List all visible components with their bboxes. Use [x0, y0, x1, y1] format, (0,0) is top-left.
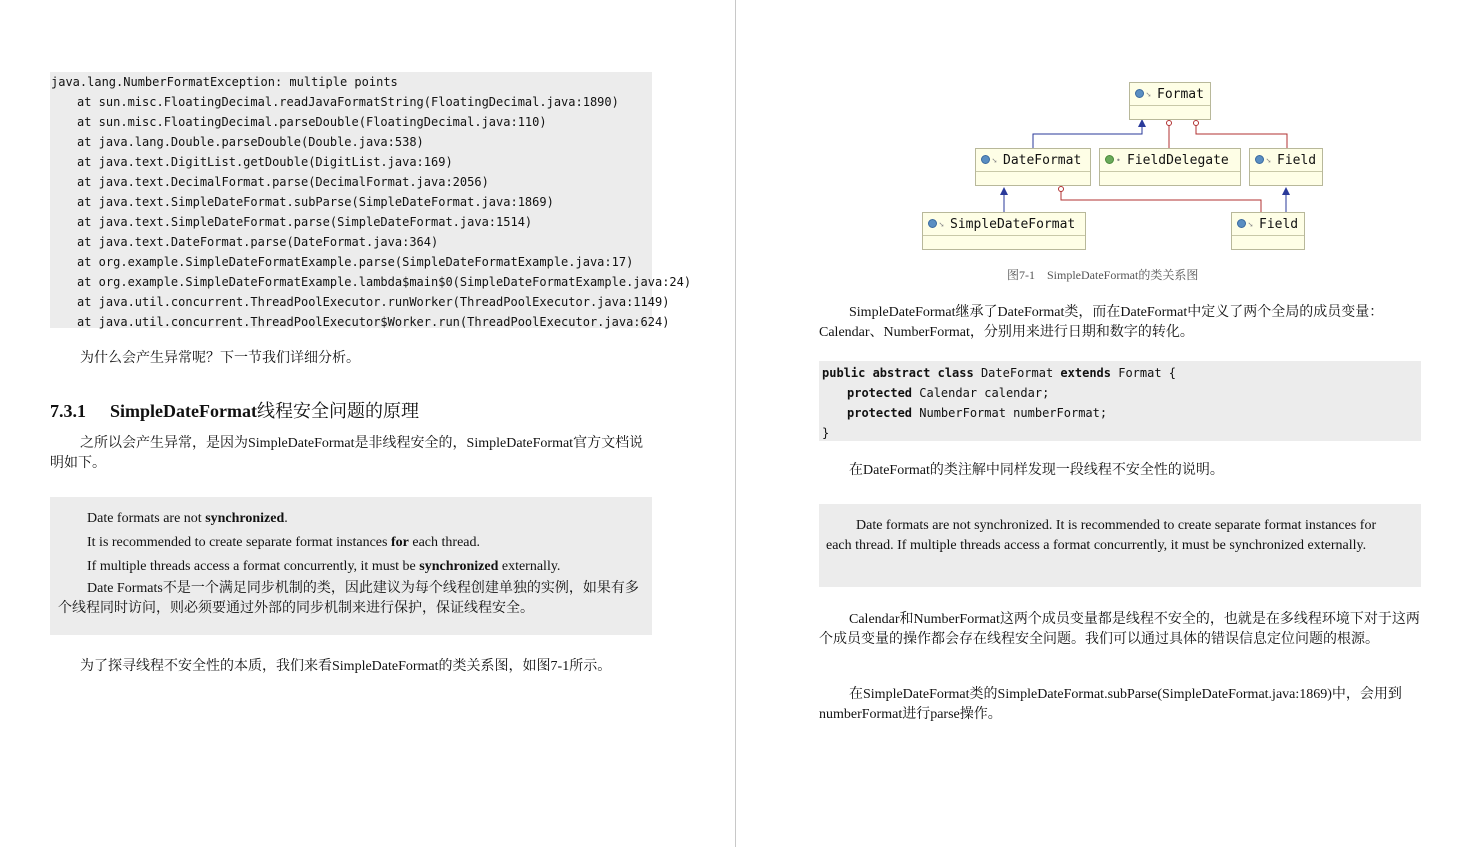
code-line-3: protected NumberFormat numberFormat; — [847, 406, 1108, 420]
stack-trace-line: at java.text.DateFormat.parse(DateFormat.java:364) — [77, 235, 439, 249]
paragraph-reason: 之所以会产生异常，是因为SimpleDateFormat是非线程安全的，SimpleDateFormat官方文档说明如下。 — [50, 436, 644, 471]
javadoc-quote-text: Date formats are not synchronized. It is recommended to create separate format instances for each thread. If multiple threads access a format concurrently, it must be synchronized externally. — [826, 518, 1377, 553]
section-title-en: SimpleDateFormat — [110, 401, 257, 421]
paragraph-subparse: 在SimpleDateFormat类的SimpleDateFormat.subParse(SimpleDateFormat.java:1869)中，会用到numberFormat进行parse操作。 — [819, 687, 1402, 722]
section-title-cn: 线程安全问题的原理 — [256, 401, 419, 421]
figure-caption: 图7-1 SimpleDateFormat的类关系图 — [1007, 268, 1199, 282]
code-line-4: } — [822, 426, 830, 440]
stack-trace-line: at org.example.SimpleDateFormatExample.lambda$main$0(SimpleDateFormatExample.java:24) — [77, 275, 692, 289]
stack-trace-line: at java.text.DigitList.getDouble(DigitList.java:169) — [77, 155, 453, 169]
class-icon — [1237, 219, 1246, 228]
stack-trace-line: at java.util.concurrent.ThreadPoolExecutor$Worker.run(ThreadPoolExecutor.java:624) — [77, 315, 670, 329]
quote-line-3: If multiple threads access a format concurrently, it must be synchronized externally. — [87, 559, 561, 574]
uml-class-field-bottom: ➘ Field — [1231, 212, 1305, 250]
paragraph-class-comment: 在DateFormat的类注解中同样发现一段线程不安全性的说明。 — [849, 463, 1224, 478]
javadoc-quote — [819, 504, 1421, 587]
stack-trace-line: at org.example.SimpleDateFormatExample.parse(SimpleDateFormatExample.java:17) — [77, 255, 634, 269]
visibility-icon: ➘ — [992, 156, 997, 165]
visibility-icon: ➘ — [1146, 90, 1151, 99]
visibility-icon: ➘ — [939, 220, 944, 229]
section-heading — [50, 397, 650, 423]
stack-trace-line: at sun.misc.FloatingDecimal.readJavaFormatString(FloatingDecimal.java:1890) — [77, 95, 619, 109]
uml-class-format: ➘ Format — [1129, 82, 1211, 120]
uml-class-simpledateformat: ➘ SimpleDateFormat — [922, 212, 1086, 250]
code-line-2: protected Calendar calendar; — [847, 386, 1050, 400]
paragraph-explore: 为了探寻线程不安全性的本质，我们来看SimpleDateFormat的类关系图，如图7-1所示。 — [80, 659, 612, 674]
uml-interface-fielddelegate: • FieldDelegate — [1099, 148, 1241, 186]
class-diagram — [917, 78, 1337, 258]
visibility-icon: ➘ — [1266, 156, 1271, 165]
paragraph-members: Calendar和NumberFormat这两个成员变量都是线程不安全的，也就是在多线程环境下对于这两个成员变量的操作都会存在线程安全问题。我们可以通过具体的错误信息定位问题的根源。 — [819, 612, 1420, 647]
quote-translation: Date Formats不是一个满足同步机制的类，因此建议为每个线程创建单独的实例，如果有多个线程同时访问，则必须要通过外部的同步机制来进行保护，保证线程安全。 — [58, 581, 639, 616]
visibility-icon: ➘ — [1248, 220, 1253, 229]
interface-icon — [1105, 155, 1114, 164]
code-line-1: public abstract class DateFormat extends Format { — [822, 366, 1177, 380]
class-icon — [1135, 89, 1144, 98]
stack-trace-line: at java.text.SimpleDateFormat.parse(SimpleDateFormat.java:1514) — [77, 215, 533, 229]
stack-trace-line: at sun.misc.FloatingDecimal.parseDouble(FloatingDecimal.java:110) — [77, 115, 547, 129]
section-number: 7.3.1 — [50, 401, 86, 421]
stack-trace-line: java.lang.NumberFormatException: multiple points — [51, 75, 398, 89]
stack-trace-line: at java.text.DecimalFormat.parse(DecimalFormat.java:2056) — [77, 175, 489, 189]
class-icon — [928, 219, 937, 228]
quote-line-2: It is recommended to create separate format instances for each thread. — [87, 535, 480, 550]
page-divider — [735, 0, 736, 847]
class-icon — [981, 155, 990, 164]
class-icon — [1255, 155, 1264, 164]
uml-class-dateformat: ➘ DateFormat — [975, 148, 1091, 186]
stack-trace-line: at java.lang.Double.parseDouble(Double.java:538) — [77, 135, 424, 149]
left-page — [0, 0, 735, 847]
stack-trace-line: at java.text.SimpleDateFormat.subParse(SimpleDateFormat.java:1869) — [77, 195, 554, 209]
uml-class-field-top: ➘ Field — [1249, 148, 1323, 186]
quote-line-1: Date formats are not synchronized. — [87, 511, 288, 526]
official-doc-quote — [50, 497, 652, 635]
stack-trace-block — [50, 72, 692, 329]
visibility-icon: • — [1116, 156, 1121, 165]
paragraph-why-exception: 为什么会产生异常呢？下一节我们详细分析。 — [80, 351, 360, 366]
dateformat-code-block — [819, 361, 1421, 441]
stack-trace-line: at java.util.concurrent.ThreadPoolExecutor.runWorker(ThreadPoolExecutor.java:1149) — [77, 295, 670, 309]
right-page — [737, 0, 1471, 847]
paragraph-inherit: SimpleDateFormat继承了DateFormat类，而在DateFormat中定义了两个全局的成员变量：Calendar、NumberFormat，分别用来进行日期和数字的转化。 — [819, 305, 1384, 340]
